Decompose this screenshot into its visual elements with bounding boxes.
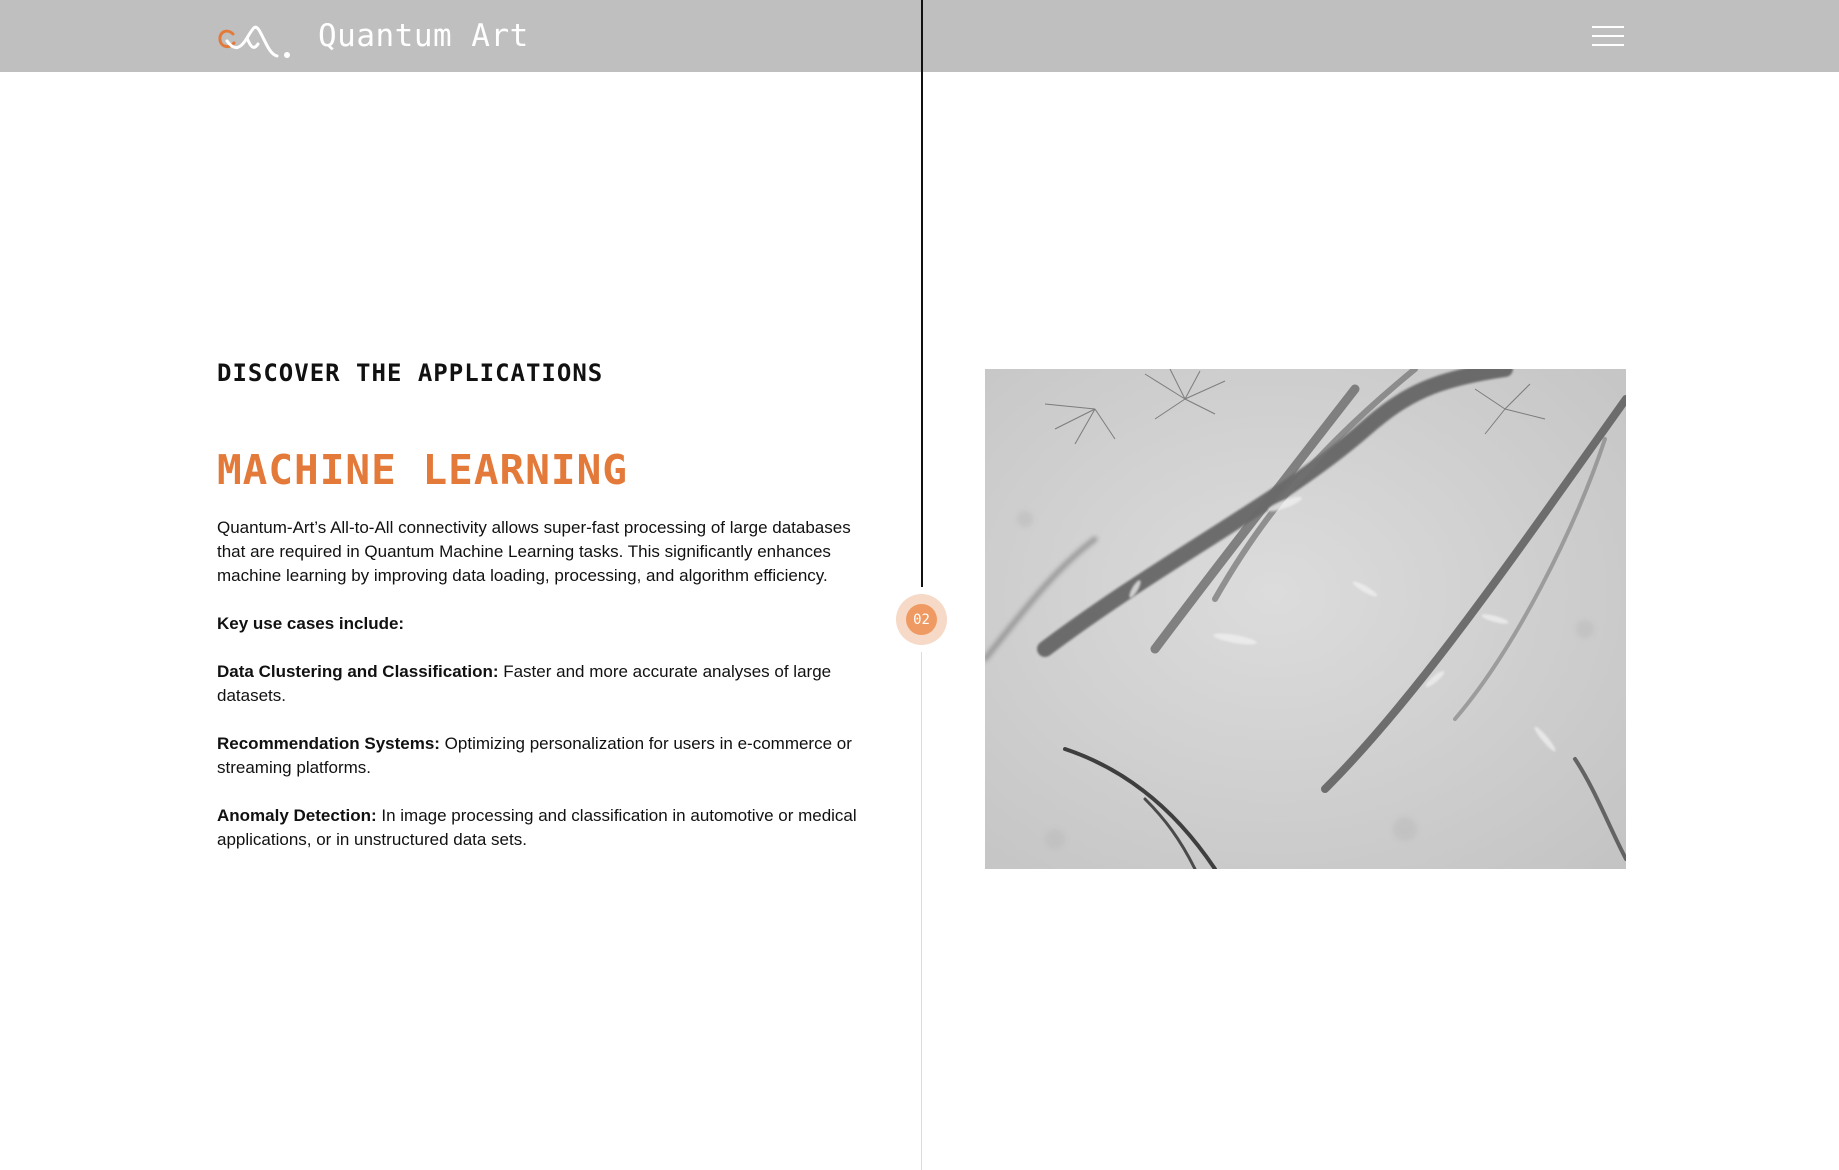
- use-cases-heading: Key use cases include:: [217, 614, 405, 633]
- use-case-label: Anomaly Detection:: [217, 806, 377, 825]
- use-case-text: Faster and more accurate analyses of large datasets.: [217, 662, 832, 705]
- use-case-text: Optimizing personalization for users in e-commerce or streaming platforms.: [217, 734, 852, 777]
- use-case-item: [217, 732, 857, 780]
- use-case-label: Data Clustering and Classification:: [217, 662, 499, 681]
- hamburger-menu-icon[interactable]: [1592, 24, 1624, 48]
- section-content: [217, 516, 857, 876]
- brand-name[interactable]: Quantum Art: [318, 18, 529, 54]
- step-indicator[interactable]: [896, 594, 947, 645]
- intro-paragraph: Quantum-Art’s All-to-All connectivity allows super-fast processing of large databases that are required in Quantum Machine Learning tasks. This significantly enhances machine learning by improving data loading, processing, and algorithm efficiency.: [217, 518, 851, 585]
- quantum-art-logo-icon[interactable]: [217, 14, 295, 62]
- section-eyebrow: DISCOVER THE APPLICATIONS: [217, 359, 604, 387]
- use-case-item: [217, 804, 857, 852]
- top-nav-bar: [0, 0, 1839, 72]
- step-number: 02: [906, 604, 937, 635]
- timeline-divider-active: [921, 0, 923, 587]
- use-case-label: Recommendation Systems:: [217, 734, 440, 753]
- section-title: MACHINE LEARNING: [217, 446, 628, 494]
- use-case-text: In image processing and classification in automotive or medical applications, or in unstructured data sets.: [217, 806, 857, 849]
- section-hero-image: [985, 369, 1626, 869]
- use-case-item: [217, 660, 857, 708]
- timeline-divider: [921, 652, 922, 1170]
